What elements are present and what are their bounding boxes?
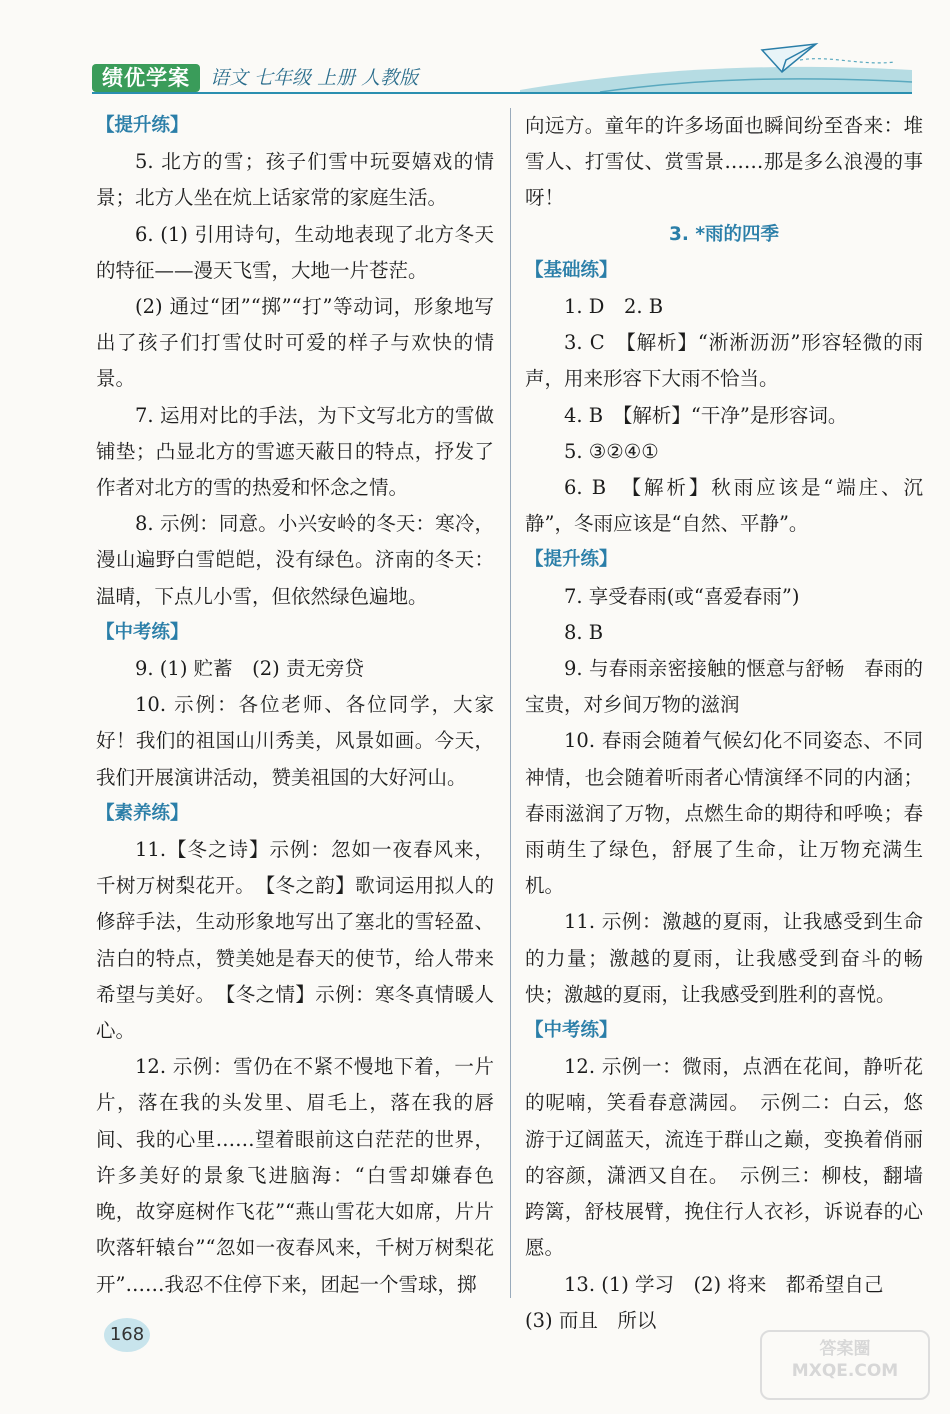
- section-heading: 【中考练】: [525, 1020, 618, 1042]
- brand-logo: 绩优学案: [92, 64, 200, 92]
- answer-paragraph: 6. B 【解析】秋雨应该是“端庄、沉静”，冬雨应该是“自然、平静”。: [525, 476, 923, 536]
- column-divider: [510, 108, 511, 1298]
- answer-paragraph: 10. 春雨会随着气候幻化不同姿态、不同神情，也会随着听雨者心情演绎不同的内涵；春雨滋润了万物，点燃生命的期待和呼唤；春雨萌生了绿色，舒展了生命，让万物充满生机。: [525, 729, 923, 898]
- header-rule: [92, 92, 912, 94]
- site-watermark: [760, 1330, 930, 1400]
- answer-paragraph: 向远方。童年的许多场面也瞬间纷至沓来：堆雪人、打雪仗、赏雪景……那是多么浪漫的事呀！: [525, 114, 923, 210]
- answer-paragraph: 11.【冬之诗】示例：忽如一夜春风来，千树万树梨花开。 【冬之韵】歌词运用拟人的修辞手法，生动形象地写出了塞北的雪轻盈、洁白的特点，赞美她是春天的使节，给人带来希望与美好。 【冬之情】示例：寒冬真情暖人心。: [96, 838, 494, 1043]
- answer-paragraph: 12. 示例：雪仍在不紧不慢地下着，一片片，落在我的头发里、眉毛上，落在我的唇间、我的心里……望着眼前这白茫茫的世界，许多美好的景象飞进脑海：“白雪却嫌春色晚，故穿庭树作飞花”“燕山雪花大如席，片片吹落轩辕台”“忽如一夜春风来，千树万树梨花开”……我忍不住停下来，团起一个雪球，掷: [96, 1055, 494, 1296]
- section-heading: 【基础练】: [525, 259, 618, 281]
- paper-plane-icon: [760, 42, 820, 82]
- answer-paragraph: 13. (1) 学习 (2) 将来 都希望自己: [564, 1272, 884, 1296]
- section-heading: 【提升练】: [96, 115, 189, 136]
- answer-paragraph: 8. B: [564, 620, 604, 644]
- answer-paragraph: 7. 享受春雨(或“喜爱春雨”): [564, 584, 800, 608]
- answer-paragraph: 7. 运用对比的手法，为下文写北方的雪做铺垫；凸显北方的雪遮天蔽日的特点，抒发了作者对北方的雪的热爱和怀念之情。: [96, 403, 494, 500]
- answer-paragraph: 4. B 【解析】“干净”是形容词。: [564, 403, 848, 427]
- answer-paragraph: 11. 示例：激越的夏雨，让我感受到生命的力量；激越的夏雨，让我感受到奋斗的畅快；激越的夏雨，让我感受到胜利的喜悦。: [525, 910, 923, 1006]
- answer-paragraph: 5. 北方的雪；孩子们雪中玩耍嬉戏的情景；北方人坐在炕上话家常的家庭生活。: [96, 150, 494, 210]
- section-heading: 【提升练】: [525, 549, 618, 571]
- lesson-title: 3. *雨的四季: [668, 223, 780, 245]
- section-heading: 【素养练】: [96, 802, 189, 824]
- answer-paragraph: 10. 示例：各位老师、各位同学，大家好！我们的祖国山川秀美，风景如画。今天，我们开展演讲活动，赞美祖国的大好河山。: [96, 693, 494, 789]
- subject-info: 语文 七年级 上册 人教版: [210, 67, 419, 89]
- left-column: [96, 108, 494, 1303]
- answer-paragraph: 12. 示例一：微雨，点洒在花间，静听花的呢喃，笑看春意满园。 示例二：白云，悠游于辽阔蓝天，流连于群山之巅，变换着俏丽的容颜，潇洒又自在。 示例三：柳枝，翻墙跨篱，舒枝展臂，挽住行人衣衫，诉说春的心愿。: [525, 1055, 923, 1260]
- watermark-title: 答案圈: [819, 1339, 871, 1359]
- right-column: [525, 108, 923, 1339]
- answer-paragraph: 1. D 2. B: [564, 295, 664, 319]
- answer-paragraph: 3. C 【解析】“淅淅沥沥”形容轻微的雨声，用来形容下大雨不恰当。: [525, 331, 923, 391]
- answer-paragraph: 6. (1) 引用诗句，生动地表现了北方冬天的特征——漫天飞雪，大地一片苍茫。: [96, 222, 494, 282]
- answer-paragraph: 8. 示例：同意。小兴安岭的冬天：寒冷，漫山遍野白雪皑皑，没有绿色。济南的冬天：温晴，下点儿小雪，但依然绿色遍地。: [96, 512, 494, 608]
- page-header: [0, 0, 950, 100]
- answer-paragraph: (3) 而且 所以: [525, 1308, 657, 1332]
- section-heading: 【中考练】: [96, 621, 189, 643]
- watermark-url: MXQE.COM: [791, 1361, 899, 1381]
- answer-paragraph: 9. (1) 贮蓄 (2) 责无旁贷: [135, 657, 364, 681]
- answer-paragraph: (2) 通过“团”“掷”“打”等动词，形象地写出了孩子们打雪仗时可爱的样子与欢快的情景。: [96, 295, 494, 391]
- answer-paragraph: 5. ③②④①: [564, 439, 659, 463]
- page-number: 168: [104, 1318, 150, 1352]
- answer-paragraph: 9. 与春雨亲密接触的惬意与舒畅 春雨的宝贵，对乡间万物的滋润: [525, 657, 923, 717]
